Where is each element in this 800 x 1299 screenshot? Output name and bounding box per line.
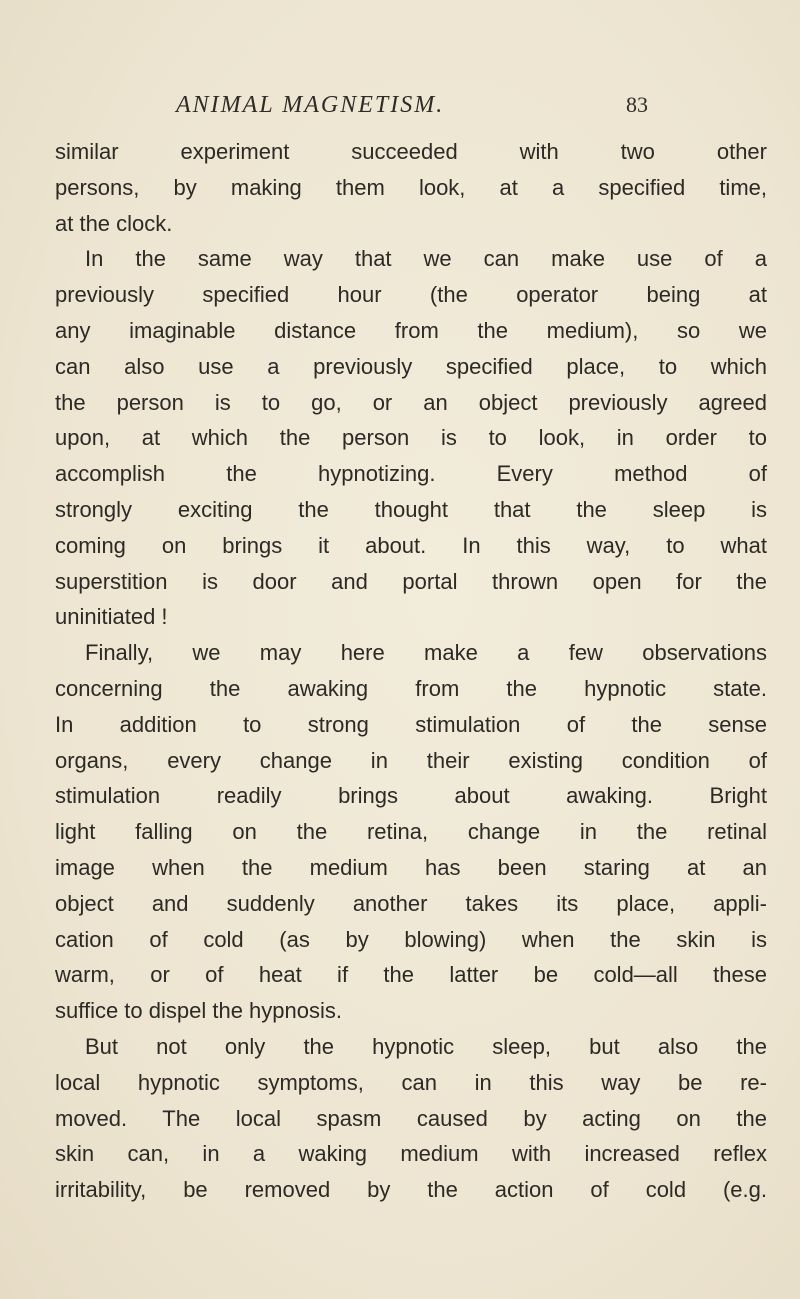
page-number: 83 bbox=[626, 92, 648, 117]
text-line: upon, at which the person is to look, in order to bbox=[55, 425, 767, 451]
text-line: cation of cold (as by blowing) when the skin is bbox=[55, 926, 767, 952]
text-line: accomplish the hypnotizing. Every method of bbox=[55, 461, 767, 487]
text-line: warm, or of heat if the latter be cold—all these bbox=[55, 962, 767, 988]
text-line: local hypnotic symptoms, can in this way be re- bbox=[55, 1069, 767, 1095]
text-line: irritability, be removed by the action of cold (e.g. bbox=[55, 1177, 767, 1203]
text-line: coming on brings it about. In this way, to what bbox=[55, 532, 767, 558]
text-line: light falling on the retina, change in the retinal bbox=[55, 819, 767, 845]
text-line: can also use a previously specified place, to which bbox=[55, 353, 767, 379]
text-line: persons, by making them look, at a specified time, bbox=[55, 174, 767, 200]
text-line: the person is to go, or an object previously agreed bbox=[55, 389, 767, 415]
running-title: ANIMAL MAGNETISM. bbox=[176, 92, 445, 118]
text-line: In addition to strong stimulation of the sense bbox=[55, 711, 767, 737]
text-line: at the clock. bbox=[55, 210, 173, 236]
text-line: concerning the awaking from the hypnotic state. bbox=[55, 675, 767, 701]
text-line: skin can, in a waking medium with increased reflex bbox=[55, 1141, 767, 1167]
text-line: superstition is door and portal thrown open for the bbox=[55, 568, 767, 594]
paragraph-start-line: Finally, we may here make a few observations bbox=[85, 640, 767, 666]
text-line: image when the medium has been staring at an bbox=[55, 854, 767, 880]
text-line: strongly exciting the thought that the sleep is bbox=[55, 496, 767, 522]
text-line: stimulation readily brings about awaking. Bright bbox=[55, 783, 767, 809]
text-line: uninitiated ! bbox=[55, 604, 168, 630]
text-line: organs, every change in their existing condition of bbox=[55, 747, 767, 773]
text-line: suffice to dispel the hypnosis. bbox=[55, 998, 342, 1024]
paragraph-start-line: In the same way that we can make use of a bbox=[85, 246, 767, 272]
text-line: any imaginable distance from the medium), so we bbox=[55, 317, 767, 343]
text-line: object and suddenly another takes its place, appli- bbox=[55, 890, 767, 916]
text-line: previously specified hour (the operator being at bbox=[55, 282, 767, 308]
running-head bbox=[0, 92, 800, 128]
text-line: moved. The local spasm caused by acting on the bbox=[55, 1105, 767, 1131]
text-line: similar experiment succeeded with two other bbox=[55, 139, 767, 164]
paragraph-start-line: But not only the hypnotic sleep, but also the bbox=[85, 1033, 767, 1059]
body-text bbox=[55, 134, 767, 1208]
